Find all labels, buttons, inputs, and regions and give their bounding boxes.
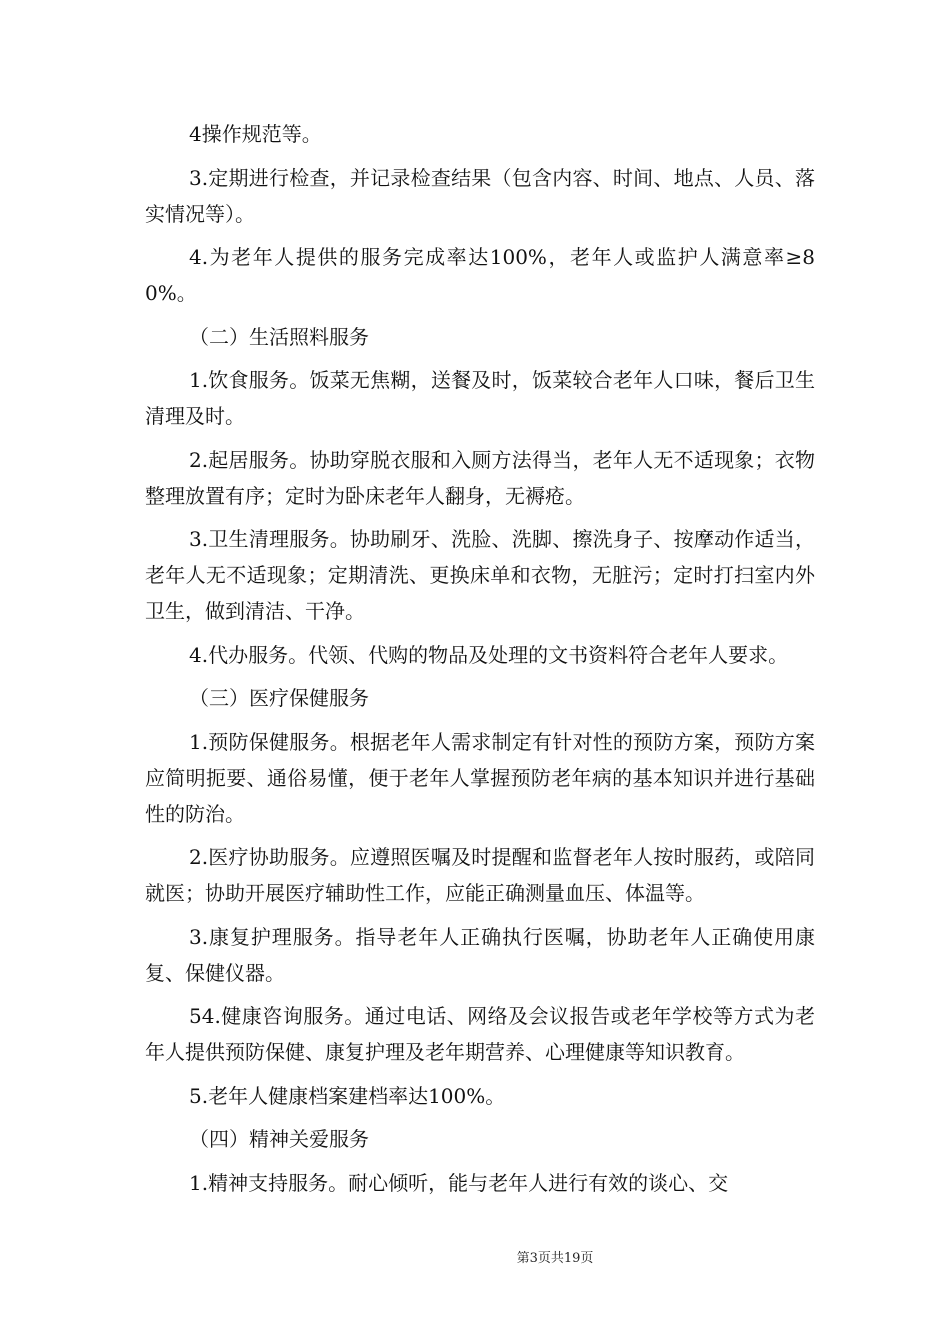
paragraph: 1.精神支持服务。耐心倾听，能与老年人进行有效的谈心、交 [189, 1170, 729, 1195]
paragraph: 4.代办服务。代领、代购的物品及处理的文书资料符合老年人要求。 [189, 642, 789, 667]
paragraph: 1.饮食服务。饭菜无焦糊，送餐及时，饭菜较合老年人口味，餐后卫生清理及时。 [145, 368, 815, 428]
paragraph: 5.老年人健康档案建档率达100%。 [189, 1083, 506, 1108]
paragraph: 4操作规范等。 [189, 122, 322, 146]
page-number: 第3页共19页 [516, 1251, 594, 1266]
paragraph: 3.定期进行检查，并记录检查结果（包含内容、时间、地点、人员、落实情况等）。 [145, 165, 815, 226]
paragraph: 4.为老年人提供的服务完成率达100%，老年人或监护人满意率≥80%。 [145, 245, 815, 305]
document-body [145, 116, 815, 1208]
section-heading: （四）精神关爱服务 [189, 1127, 369, 1151]
section-heading: （三）医疗保健服务 [189, 686, 369, 710]
paragraph: 2.医疗协助服务。应遵照医嘱及时提醒和监督老年人按时服药，或陪同就医；协助开展医疗辅助性工作，应能正确测量血压、体温等。 [145, 845, 815, 905]
paragraph: 1.预防保健服务。根据老年人需求制定有针对性的预防方案，预防方案应简明扼要、通俗易懂，便于老年人掌握预防老年病的基本知识并进行基础性的防治。 [145, 729, 815, 826]
paragraph: 3.康复护理服务。指导老年人正确执行医嘱，协助老年人正确使用康复、保健仪器。 [145, 924, 815, 985]
paragraph: 2.起居服务。协助穿脱衣服和入厕方法得当，老年人无不适现象；衣物整理放置有序；定时为卧床老年人翻身，无褥疮。 [145, 447, 815, 508]
page-footer [0, 1247, 950, 1266]
paragraph: 54.健康咨询服务。通过电话、网络及会议报告或老年学校等方式为老年人提供预防保健、康复护理及老年期营养、心理健康等知识教育。 [145, 1004, 815, 1064]
paragraph: 3.卫生清理服务。协助刷牙、洗脸、洗脚、擦洗身子、按摩动作适当，老年人无不适现象；定期清洗、更换床单和衣物，无脏污；定时打扫室内外卫生，做到清洁、干净。 [145, 527, 815, 623]
section-heading: （二）生活照料服务 [189, 324, 369, 349]
